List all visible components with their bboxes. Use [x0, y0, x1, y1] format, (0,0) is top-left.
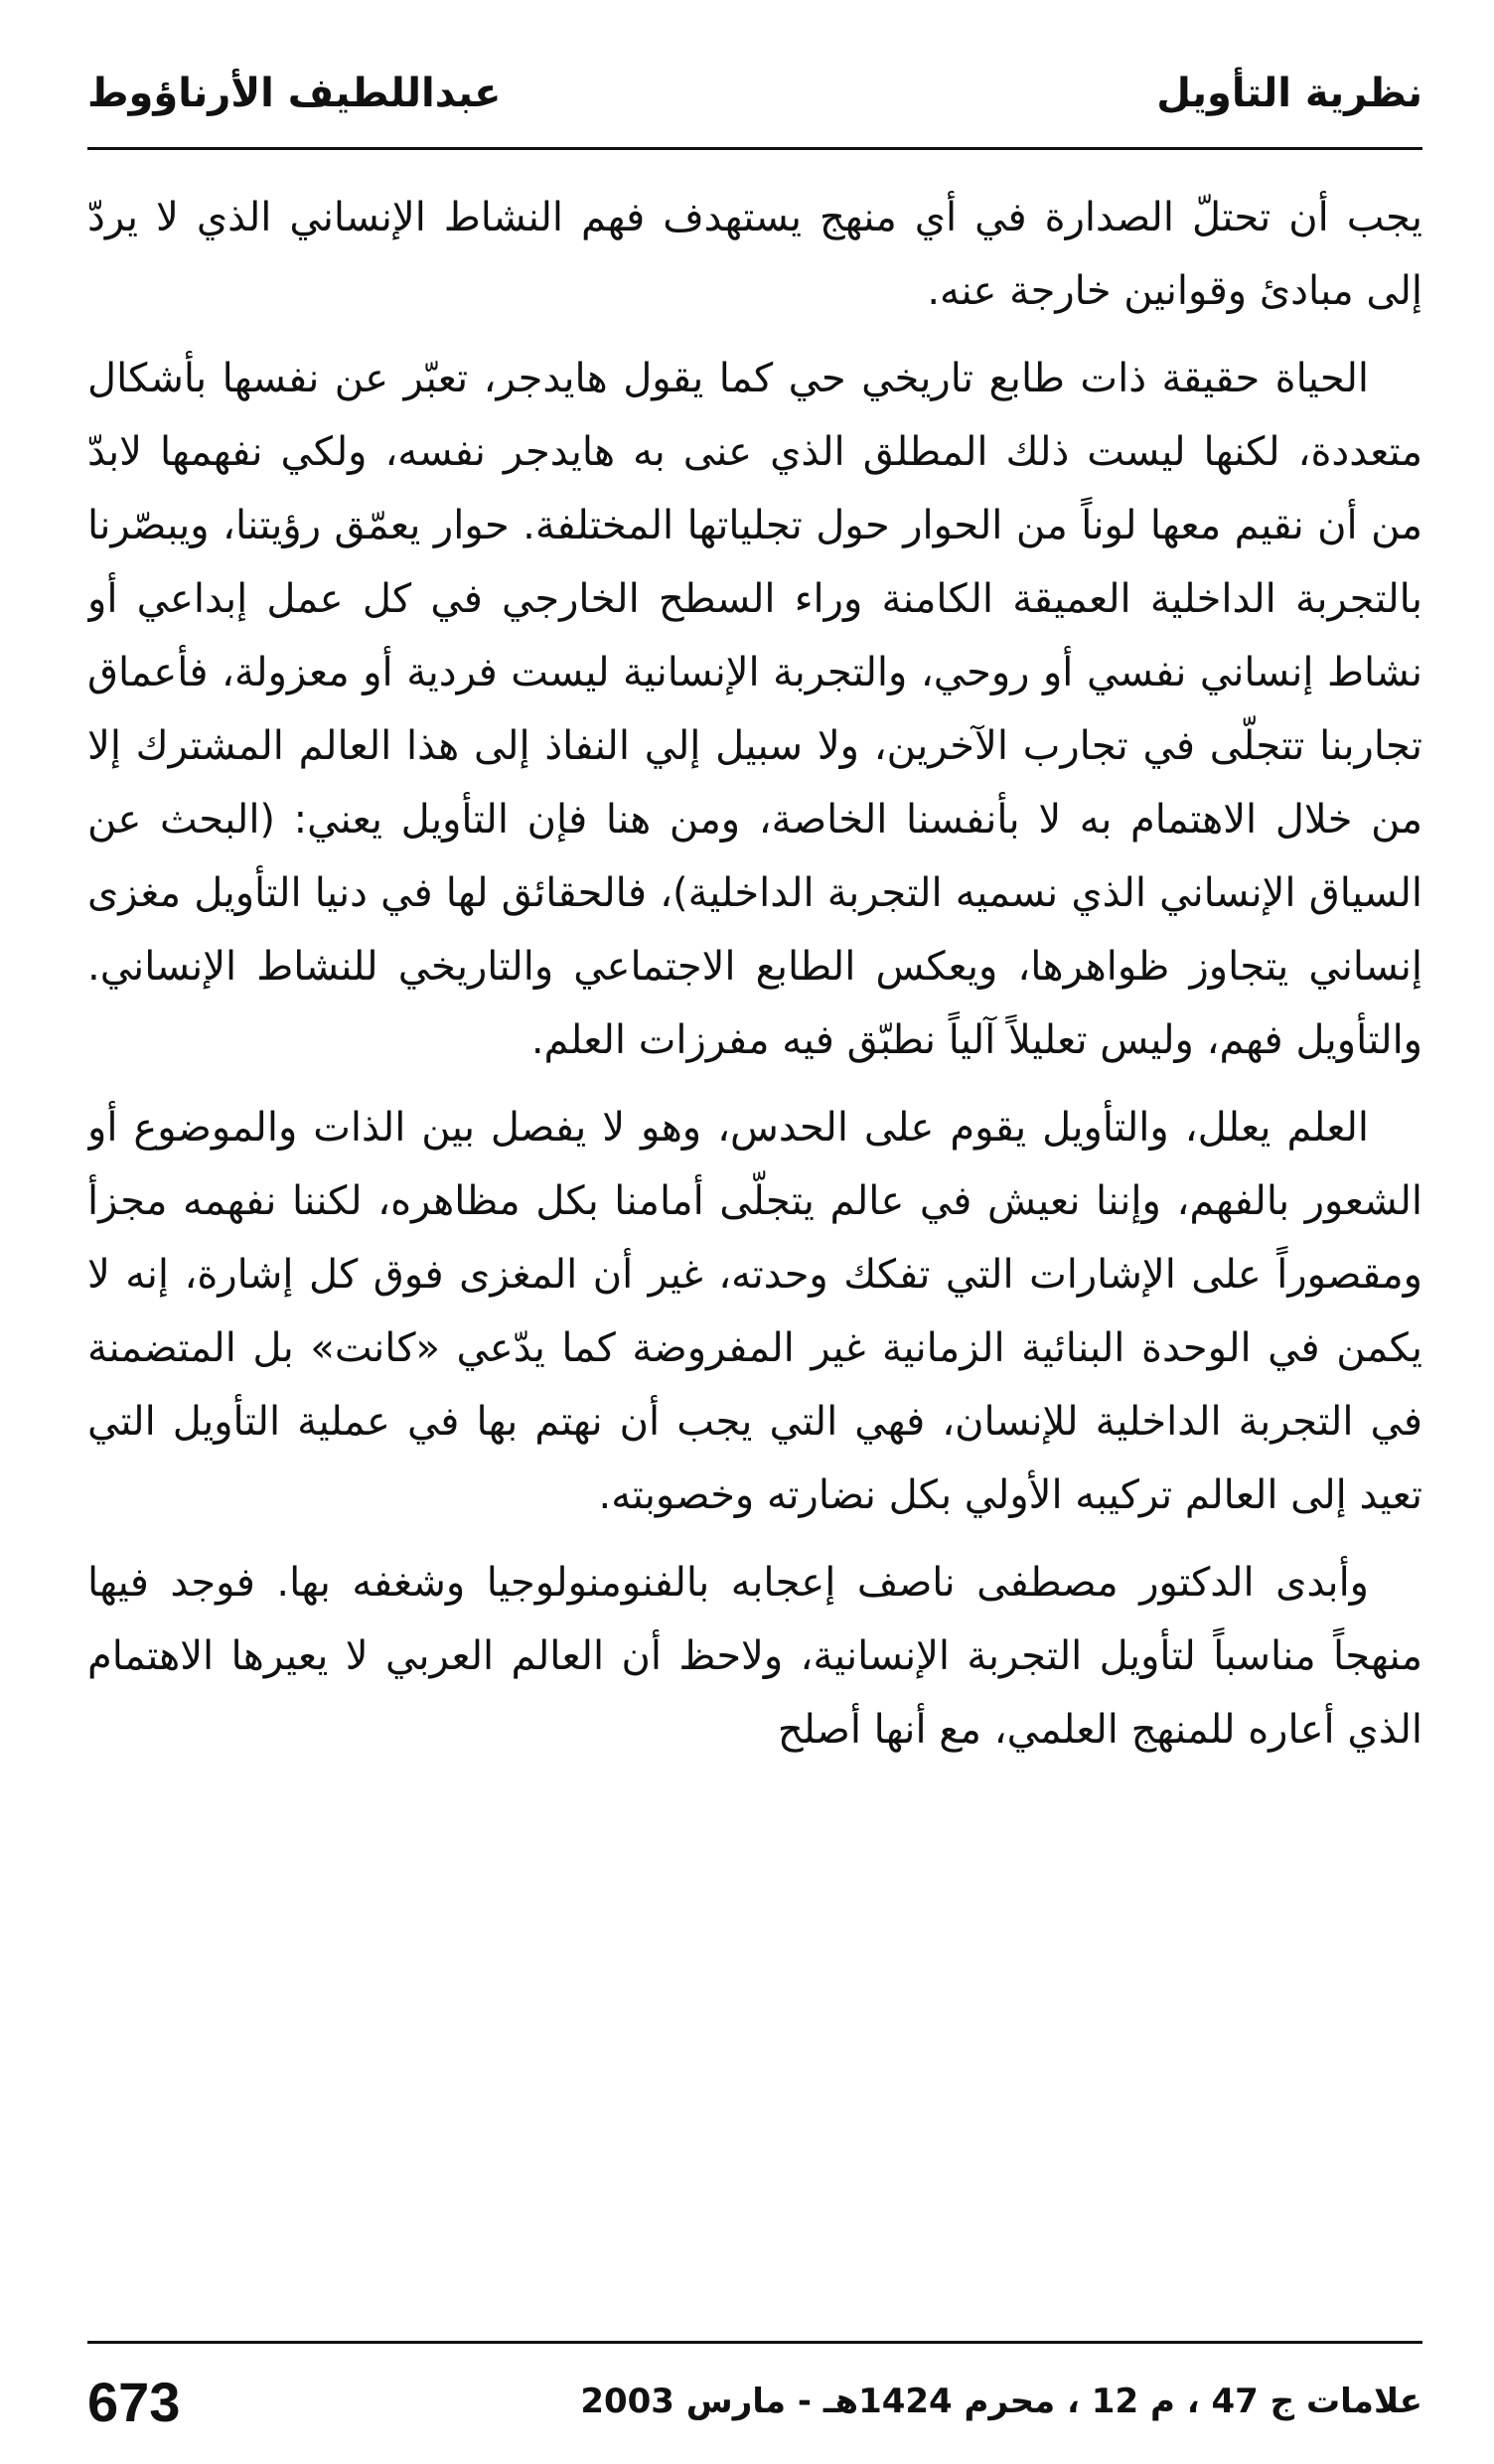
running-footer — [87, 2357, 1422, 2446]
paragraph: العلم يعلل، والتأويل يقوم على الحدس، وهو لا يفصل بين الذات والموضوع أو الشعور بالفهم، وإننا نعيش في عالم يتجلّى أمامنا بكل مظاهره، لكننا نفهمه مجزأ ومقصوراً على الإشارات التي تفكك وحدته، غير أن المغزى فوق كل إشارة، إنه لا يكمن في الوحدة البنائية الزمانية غير المفروضة كما يدّعي «كانت» بل المتضمنة في التجربة الداخلية للإنسان، فهي التي يجب أن نهتم بها في عملية التأويل التي تعيد إلى العالم تركيبه الأولي بكل نضارته وخصوبته. — [87, 1105, 1422, 1518]
running-header — [87, 58, 1422, 129]
header-divider — [87, 147, 1422, 150]
body-text — [87, 181, 1422, 2327]
paragraph: وأبدى الدكتور مصطفى ناصف إعجابه بالفنومنولوجيا وشغفه بها. فوجد فيها منهجاً مناسباً لتأويل التجربة الإنسانية، ولاحظ أن العالم العربي لا يعيرها الاهتمام الذي أعاره للمنهج العلمي، مع أنها أصلح — [87, 1560, 1422, 1753]
journal-citation: علامات ج 47 ، م 12 ، محرم 1424هـ - مارس 2003 — [580, 2382, 1422, 2421]
paragraph-continuation: يجب أن تحتلّ الصدارة في أي منهج يستهدف فهم النشاط الإنساني الذي لا يردّ إلى مبادئ وقوانين خارجة عنه. — [87, 195, 1422, 314]
header-title: نظرية التأويل — [1156, 71, 1422, 116]
footer-divider — [87, 2341, 1422, 2344]
page-number: 673 — [87, 2370, 181, 2433]
header-author: عبداللطيف الأرناؤوط — [87, 71, 502, 116]
paragraph: الحياة حقيقة ذات طابع تاريخي حي كما يقول هايدجر، تعبّر عن نفسها بأشكال متعددة، لكنها ليست ذلك المطلق الذي عنى به هايدجر نفسه، ولكي نفهمها لابدّ من أن نقيم معها لوناً من الحوار حول تجلياتها المختلفة. حوار يعمّق رؤيتنا، ويبصّرنا بالتجربة الداخلية العميقة الكامنة وراء السطح الخارجي في كل عمل إبداعي أو نشاط إنساني نفسي أو روحي، والتجربة الإنسانية ليست فردية أو معزولة، فأعماق تجاربنا تتجلّى في تجارب الآخرين، ولا سبيل إلي النفاذ إلى هذا العالم المشترك إلا من خلال الاهتمام به لا بأنفسنا الخاصة، ومن هنا فإن التأويل يعني: (البحث عن السياق الإنساني الذي نسميه التجربة الداخلية)، فالحقائق لها في دنيا التأويل مغزى إنساني يتجاوز ظواهرها، ويعكس الطابع الاجتماعي والتاريخي للنشاط الإنساني. والتأويل فهم، وليس تعليلاً آلياً نطبّق فيه مفرزات العلم. — [87, 356, 1422, 1063]
